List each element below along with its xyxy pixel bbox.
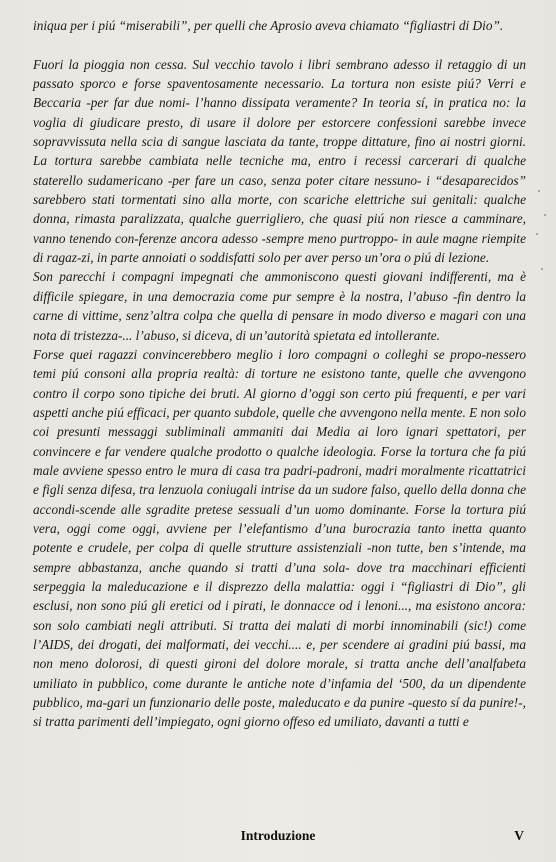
- paragraph-continuation: iniqua per i piú “miserabili”, per quelli che Aprosio aveva chiamato “figliastri di Dio”.: [33, 18, 504, 33]
- paragraph-companions: Son parecchi i compagni impegnati che ammoniscono questi giovani indifferenti, ma è difficile spiegare, in una democrazia come pur sempre è la nostra, l’abuso -fin dentro la carne di vittime, senz’altra colpa che quella di pensare in modo diverso e magari con una nota di tristezza-... l’abuso, si diceva, di un’autorità spietata ed intollerante.: [33, 269, 526, 343]
- body-text: [33, 16, 526, 732]
- paragraph-torture: Fuori la pioggia non cessa. Sul vecchio tavolo i libri sembrano adesso il retaggio di un passato sporco e forse spaventosamente necessario. La tortura non esiste piú? Verri e Beccaria -per far due nomi- l’hanno dissipata veramente? In teoria sí, in pratica no: la voglia di giudicare presto, di usare il dolore per estorcere confessioni sarebbe invece sopravvissuta nella scia di sangue lasciata da tante, troppe dittature, fino ai nostri giorni. La tortura sarebbe cambiata nelle tecniche ma, entro i recessi carcerari di qualche staterello sudamericano -per fare un caso, senza poter citare nessuno- i “desaparecidos” sarebbero stati tormentati sino alla morte, con scariche elettriche sui genitali: qualche donna, rimasta paralizzata, qualche guerrigliero, che quasi piú non riesce a camminare, vanno tenendo con-ferenze ancora adesso -sempre meno purtroppo- in aule magne riempite di ragaz-zi, in parte annoiati o soddisfatti solo per aver perso un’ora o piú di lezione.: [33, 56, 526, 266]
- page-footer: [0, 828, 556, 848]
- speck-mark: [538, 190, 540, 192]
- speck-mark: [536, 233, 538, 235]
- page-number: V: [514, 828, 524, 843]
- speck-mark: [541, 268, 543, 270]
- speck-mark: [544, 214, 546, 216]
- running-title: Introduzione: [240, 828, 316, 843]
- paragraph-modern-torture: Forse quei ragazzi convincerebbero meglio i loro compagni o colleghi se propo-nessero temi piú consoni alla propria realtà: di torture ne esistono tante, quelle che avvengono contro il corpo sono tipiche dei bruti. Al giorno d’oggi son certo piú frequenti, e per vari aspetti anche piú efficaci, per quanto subdole, quelle che avvengono nella mente. E non solo coi presunti messaggi subliminali ammaniti dai Media ai loro ignari spettatori, per convincere e far vendere qualche prodotto o qualche ideologia. Forse la tortura che fa piú male avviene spesso entro le mura di casa tra padri-padroni, madri moralmente ricattatrici e figli senza difesa, tra lenzuola coniugali intrise da un sudore falso, quello della donna che accondi-scende alle sgradite pretese sessuali d’un uomo dominante. Forse la tortura piú vera, oggi come oggi, avviene per l’elefantismo d’una burocrazia tanto inetta quanto potente e crudele, per colpa di quelle strutture assistenziali -non tutte, ben s’intende, ma sempre abbastanza, anche quando si tratti d’una sola- dove tra macchinari efficienti serpeggia la maleducazione e il disprezzo della malattia: oggi i “figliastri di Dio”, gli esclusi, non sono piú gli eretici od i pirati, le donnacce od i lenoni..., ma esistono ancora: son solo cambiati negli attributi. Si tratta dei malati di morbi innominabili (sic!) come l’AIDS, dei drogati, dei malformati, dei vecchi.... e, per scendere ai gradini piú bassi, ma non meno dolorosi, di questi gironi del dolore morale, si tratta anche dell’analfabeta umiliato in pubblico, come durante le antiche note d’infamia del ‘500, da un dipendente pubblico, ma-gari un funzionario delle poste, maleducato e da punire -questo sí da punire!-, si tratta parimenti dell’impiegato, ogni giorno offeso ed umiliato, davanti a tutti e: [33, 346, 526, 730]
